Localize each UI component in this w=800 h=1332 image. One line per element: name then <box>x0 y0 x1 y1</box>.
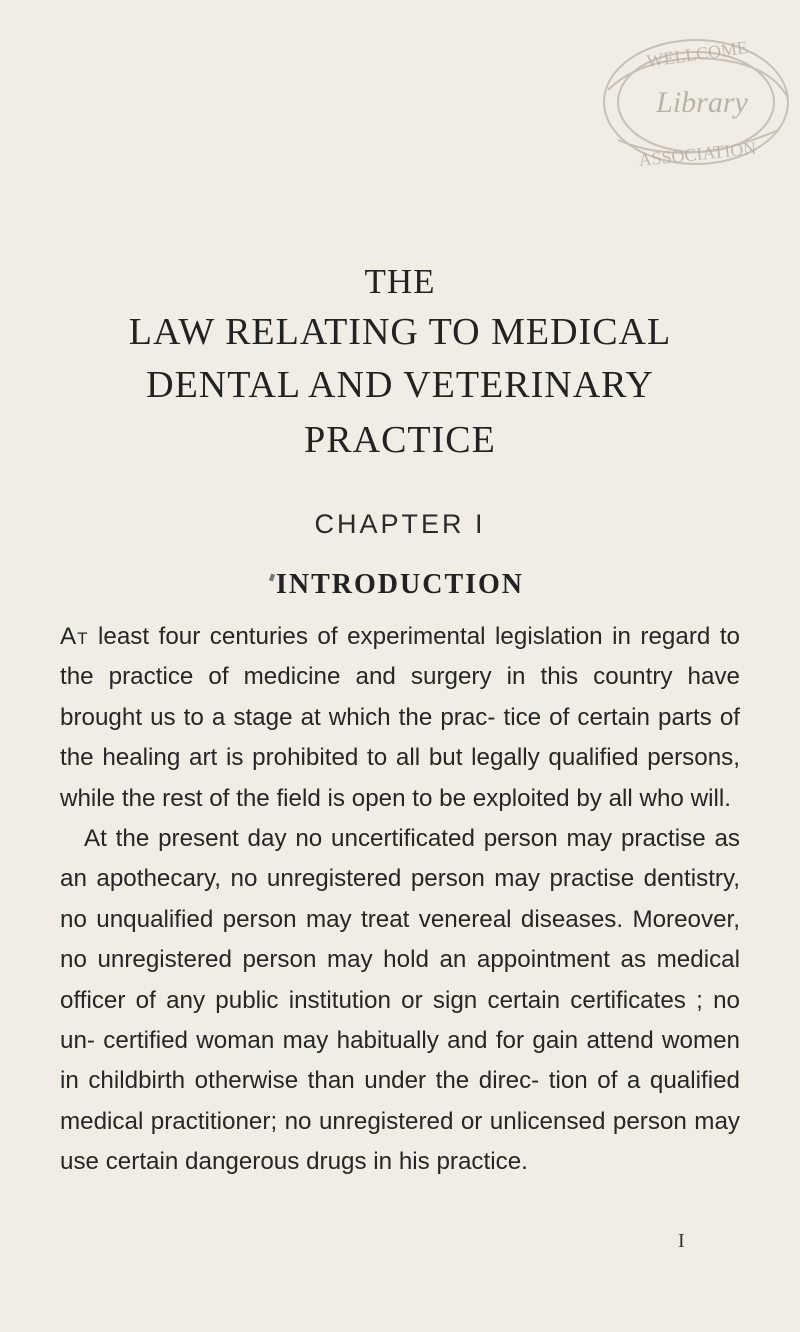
svg-text:WELLCOME: WELLCOME <box>645 37 750 72</box>
svg-text:ASSOCIATION: ASSOCIATION <box>637 137 758 171</box>
title-line-2: DENTAL AND VETERINARY <box>146 364 654 406</box>
title-the: THE <box>364 262 436 301</box>
chapter-heading: INTRODUCTION <box>275 569 525 600</box>
chapter-label: CHAPTER I <box>314 509 486 539</box>
title-line-1: LAW RELATING TO MEDICAL <box>128 311 672 353</box>
library-stamp <box>578 20 800 180</box>
paragraph-2: At the present day no uncertificated person may practise as an apothecary, no unregistered person may practise dentistry, no unqualified person may treat venereal diseases. Moreover, no unregistered person may hold an appointment as medical officer of any public institution or sign certain certificates ; no un- certified woman may habitually and for gain attend women in childbirth otherwise than under the direc- tion of a qualified medical practitioner; no unregistered or unlicensed person may use certain dangerous drugs in his practice. <box>60 825 740 1176</box>
body-text <box>60 617 740 1183</box>
title-line-3: PRACTICE <box>304 419 496 461</box>
paragraph-1-text: least four centuries of experimental legislation in regard to the practice of medicine and surgery in this country have brought us to a stage at which the prac- tice of certain parts of the healing art is prohibited to all but legally qualified persons, while the rest of the field is open to be exploited by all who will. <box>60 623 740 812</box>
paragraph-1 <box>60 617 740 819</box>
page-number: I <box>678 1230 685 1252</box>
svg-text:Library: Library <box>656 86 748 119</box>
paragraph-1-first-word: At <box>60 623 89 650</box>
